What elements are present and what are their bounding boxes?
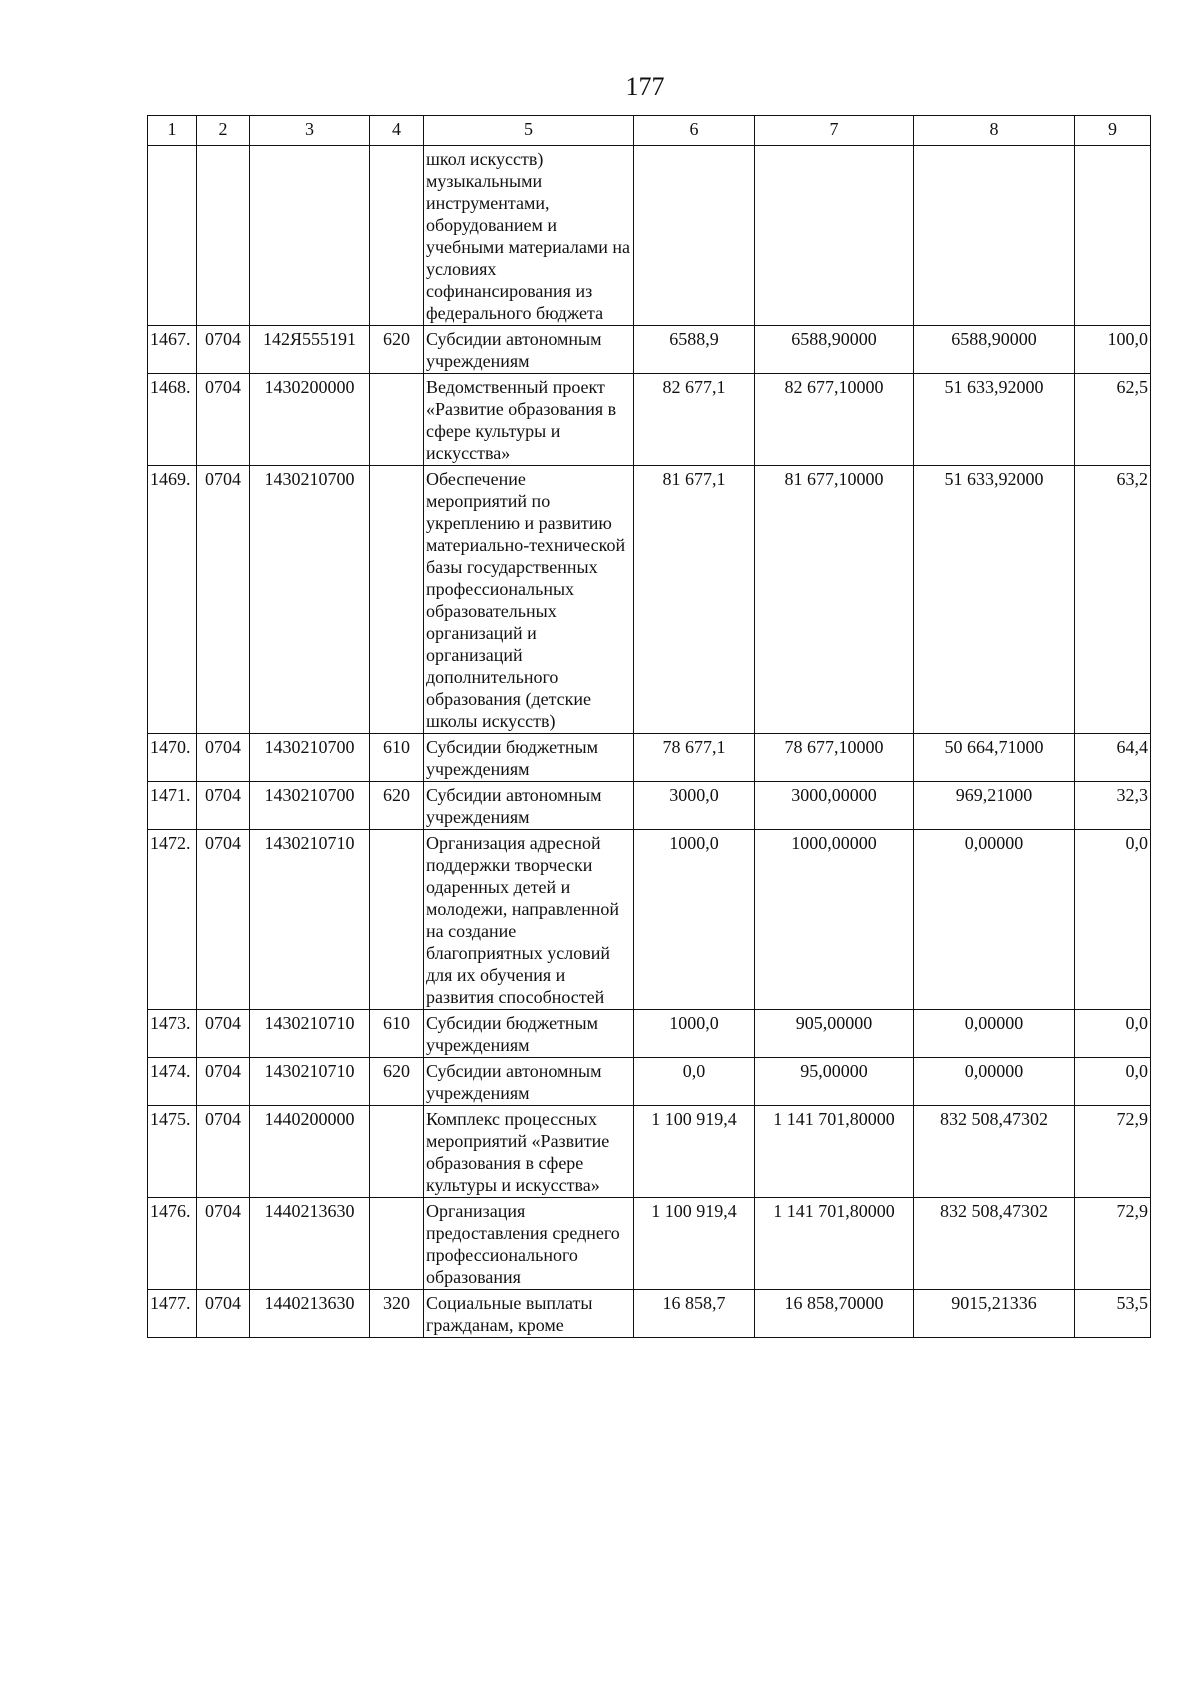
item-name: Субсидии автономным учреждениям: [424, 1058, 634, 1106]
target-code: 1430210710: [250, 1058, 370, 1106]
item-name: Социальные выплаты гражданам, кроме: [424, 1290, 634, 1338]
item-name: Субсидии автономным учреждениям: [424, 782, 634, 830]
target-code: 142Я555191: [250, 326, 370, 374]
table-row: [148, 1198, 1151, 1290]
table-row: [148, 466, 1151, 734]
section-code: 0704: [197, 1058, 250, 1106]
row-number: 1473.: [148, 1010, 197, 1058]
executed-amount: 51 633,92000: [914, 466, 1075, 734]
plan-amount: 82 677,1: [634, 374, 755, 466]
executed-amount: 0,00000: [914, 1058, 1075, 1106]
row-number: 1468.: [148, 374, 197, 466]
refined-amount: 16 858,70000: [755, 1290, 914, 1338]
column-header: 2: [197, 116, 250, 146]
column-header: 5: [424, 116, 634, 146]
column-header: 9: [1075, 116, 1151, 146]
plan-amount: 0,0: [634, 1058, 755, 1106]
table-row: [148, 782, 1151, 830]
table-row: [148, 326, 1151, 374]
refined-amount: 1 141 701,80000: [755, 1106, 914, 1198]
header-row: [148, 116, 1151, 146]
expense-type: 620: [370, 1058, 424, 1106]
execution-percent: 63,2: [1075, 466, 1151, 734]
execution-percent: 64,4: [1075, 734, 1151, 782]
item-name: Субсидии бюджетным учреждениям: [424, 1010, 634, 1058]
table-row: [148, 1058, 1151, 1106]
item-name: Организация адресной поддержки творчески одаренных детей и молодежи, направленной на создание благоприятных условий для их обучения и развития способностей: [424, 830, 634, 1010]
executed-amount: 9015,21336: [914, 1290, 1075, 1338]
target-code: 1430210700: [250, 734, 370, 782]
expense-type: 620: [370, 782, 424, 830]
refined-amount: 78 677,10000: [755, 734, 914, 782]
execution-percent: 53,5: [1075, 1290, 1151, 1338]
expense-type: [370, 1198, 424, 1290]
table-row: [148, 734, 1151, 782]
refined-amount: 82 677,10000: [755, 374, 914, 466]
expense-type: 610: [370, 1010, 424, 1058]
executed-amount: 51 633,92000: [914, 374, 1075, 466]
section-code: 0704: [197, 326, 250, 374]
refined-amount: 81 677,10000: [755, 466, 914, 734]
row-number: 1471.: [148, 782, 197, 830]
refined-amount: [755, 146, 914, 326]
section-code: 0704: [197, 734, 250, 782]
refined-amount: 1 141 701,80000: [755, 1198, 914, 1290]
plan-amount: 6588,9: [634, 326, 755, 374]
target-code: 1440213630: [250, 1290, 370, 1338]
plan-amount: 3000,0: [634, 782, 755, 830]
plan-amount: 16 858,7: [634, 1290, 755, 1338]
row-number: 1470.: [148, 734, 197, 782]
executed-amount: 50 664,71000: [914, 734, 1075, 782]
target-code: [250, 146, 370, 326]
execution-percent: 0,0: [1075, 830, 1151, 1010]
expense-type: 320: [370, 1290, 424, 1338]
expense-type: [370, 466, 424, 734]
execution-percent: 62,5: [1075, 374, 1151, 466]
table-row: [148, 1290, 1151, 1338]
column-header: 4: [370, 116, 424, 146]
item-name: Комплекс процессных мероприятий «Развитие образования в сфере культуры и искусства»: [424, 1106, 634, 1198]
plan-amount: 1000,0: [634, 830, 755, 1010]
section-code: 0704: [197, 1010, 250, 1058]
page-number: 177: [625, 72, 665, 101]
expense-type: 620: [370, 326, 424, 374]
expense-type: [370, 1106, 424, 1198]
refined-amount: 3000,00000: [755, 782, 914, 830]
column-header: 7: [755, 116, 914, 146]
item-name: школ искусств) музыкальными инструментами, оборудованием и учебными материалами на условиях софинансирования из федерального бюджета: [424, 146, 634, 326]
row-number: 1472.: [148, 830, 197, 1010]
plan-amount: 78 677,1: [634, 734, 755, 782]
execution-percent: 72,9: [1075, 1198, 1151, 1290]
column-header: 6: [634, 116, 755, 146]
plan-amount: 81 677,1: [634, 466, 755, 734]
section-code: 0704: [197, 1290, 250, 1338]
refined-amount: 905,00000: [755, 1010, 914, 1058]
table-row: [148, 1106, 1151, 1198]
target-code: 1430210710: [250, 830, 370, 1010]
item-name: Обеспечение мероприятий по укреплению и развитию материально-технической базы государственных профессиональных образовательных организаций и организаций дополнительного образования (детские школы искусств): [424, 466, 634, 734]
plan-amount: 1000,0: [634, 1010, 755, 1058]
executed-amount: 832 508,47302: [914, 1198, 1075, 1290]
column-header: 1: [148, 116, 197, 146]
column-header: 3: [250, 116, 370, 146]
plan-amount: 1 100 919,4: [634, 1106, 755, 1198]
target-code: 1430200000: [250, 374, 370, 466]
executed-amount: 969,21000: [914, 782, 1075, 830]
row-number: 1475.: [148, 1106, 197, 1198]
executed-amount: [914, 146, 1075, 326]
target-code: 1440200000: [250, 1106, 370, 1198]
execution-percent: 0,0: [1075, 1010, 1151, 1058]
row-number: 1469.: [148, 466, 197, 734]
target-code: 1430210700: [250, 466, 370, 734]
section-code: 0704: [197, 830, 250, 1010]
section-code: 0704: [197, 1198, 250, 1290]
target-code: 1430210710: [250, 1010, 370, 1058]
executed-amount: 6588,90000: [914, 326, 1075, 374]
table-row: [148, 146, 1151, 326]
row-number: 1474.: [148, 1058, 197, 1106]
expense-type: 610: [370, 734, 424, 782]
execution-percent: [1075, 146, 1151, 326]
expense-type: [370, 146, 424, 326]
row-number: 1477.: [148, 1290, 197, 1338]
section-code: 0704: [197, 1106, 250, 1198]
section-code: 0704: [197, 374, 250, 466]
executed-amount: 832 508,47302: [914, 1106, 1075, 1198]
expense-type: [370, 374, 424, 466]
section-code: 0704: [197, 782, 250, 830]
item-name: Организация предоставления среднего профессионального образования: [424, 1198, 634, 1290]
row-number: 1476.: [148, 1198, 197, 1290]
execution-percent: 32,3: [1075, 782, 1151, 830]
budget-table: [147, 115, 1151, 1338]
execution-percent: 100,0: [1075, 326, 1151, 374]
plan-amount: [634, 146, 755, 326]
item-name: Ведомственный проект «Развитие образования в сфере культуры и искусства»: [424, 374, 634, 466]
refined-amount: 1000,00000: [755, 830, 914, 1010]
expense-type: [370, 830, 424, 1010]
target-code: 1440213630: [250, 1198, 370, 1290]
execution-percent: 72,9: [1075, 1106, 1151, 1198]
section-code: 0704: [197, 466, 250, 734]
executed-amount: 0,00000: [914, 830, 1075, 1010]
refined-amount: 6588,90000: [755, 326, 914, 374]
executed-amount: 0,00000: [914, 1010, 1075, 1058]
section-code: [197, 146, 250, 326]
table-row: [148, 374, 1151, 466]
table-row: [148, 830, 1151, 1010]
item-name: Субсидии автономным учреждениям: [424, 326, 634, 374]
row-number: 1467.: [148, 326, 197, 374]
row-number: [148, 146, 197, 326]
execution-percent: 0,0: [1075, 1058, 1151, 1106]
table-row: [148, 1010, 1151, 1058]
plan-amount: 1 100 919,4: [634, 1198, 755, 1290]
column-header: 8: [914, 116, 1075, 146]
refined-amount: 95,00000: [755, 1058, 914, 1106]
target-code: 1430210700: [250, 782, 370, 830]
item-name: Субсидии бюджетным учреждениям: [424, 734, 634, 782]
